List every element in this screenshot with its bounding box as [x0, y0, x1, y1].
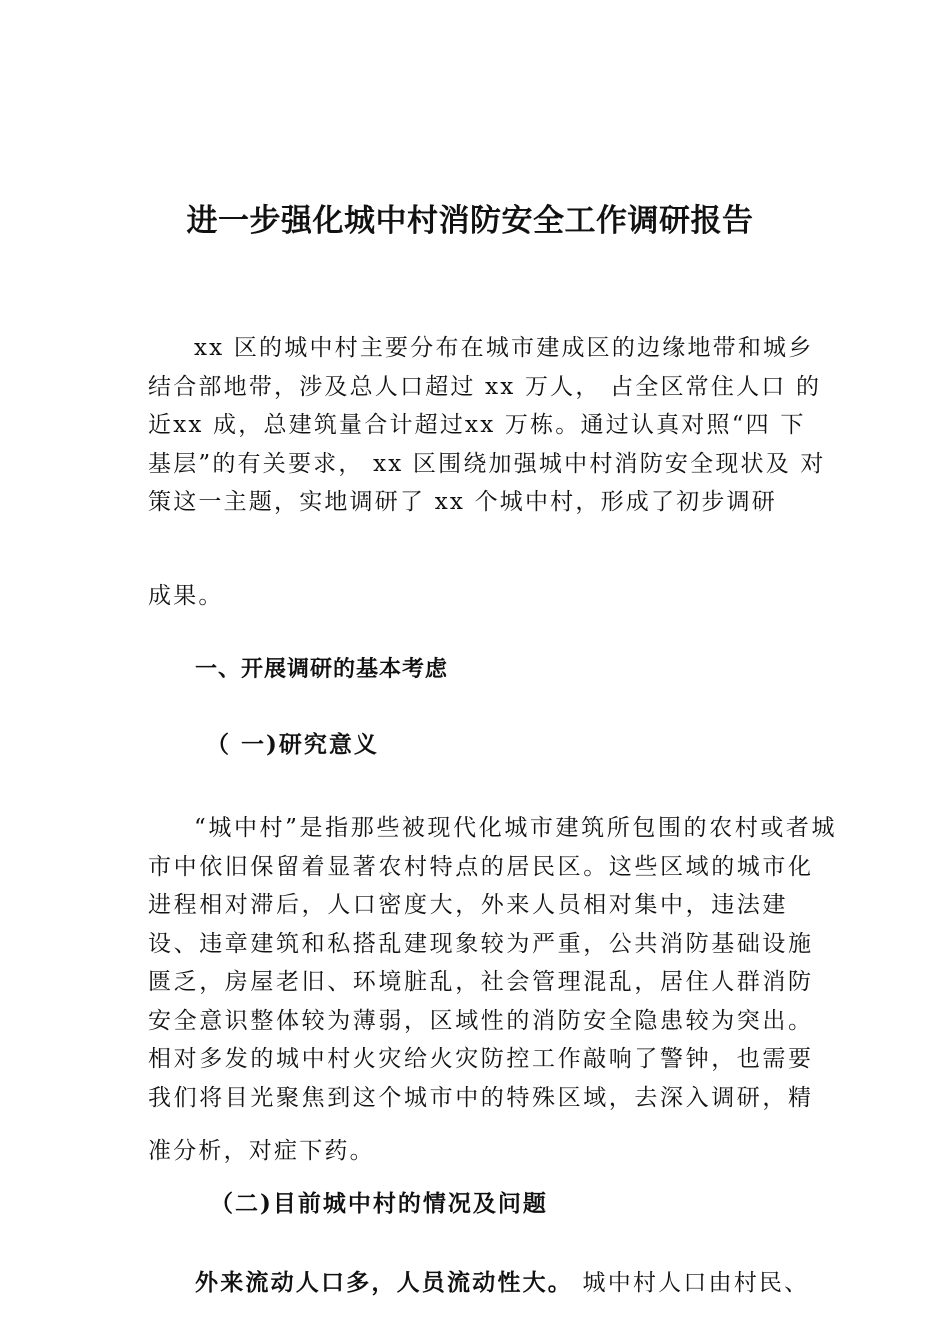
subsection-2-paragraph — [195, 1265, 809, 1301]
subsection-1-paragraph-tail: 准分析，对症下药。 — [148, 1138, 375, 1164]
subsection-heading-2: （二)目前城中村的情况及问题 — [210, 1190, 548, 1217]
subsection-1-paragraph: “城中村”是指那些被现代化城市建筑所包围的农村或者城市中依旧保留着显著农村特点的居民区。这些区域的城市化进程相对滞后，人口密度大，外来人员相对集中，违法建设、违章建筑和私搭乱建现象较为严重，公共消防基础设施匮乏，房屋老旧、环境脏乱，社会管理混乱，居住人群消防安全意识整体较为薄弱，区域性的消防安全隐患较为突出。相对多发的城中村火灾给火灾防控工作敲响了警钟，也需要我们将目光聚焦到这个城市中的特殊区域，去深入调研，精 — [148, 815, 838, 1111]
intro-paragraph-tail: 成果。 — [148, 583, 224, 609]
section-heading-1: 一、开展调研的基本考虑 — [195, 657, 449, 682]
subsection-heading-1: （ 一)研究意义 — [206, 731, 379, 758]
document-title: 进一步强化城中村消防安全工作调研报告 — [186, 203, 754, 239]
subsection-2-lead-bold: 外来流动人口多，人员流动性大。 — [195, 1269, 573, 1296]
subsection-2-lead-text: 城中村人口由村民、 — [573, 1270, 810, 1296]
intro-paragraph: xx 区的城中村主要分布在城市建成区的边缘地带和城乡结合部地带，涉及总人口超过 xx 万人， 占全区常住人口 的近xx 成，总建筑量合计超过xx 万栋。通过认真对照“四 下基层”的有关要求， xx 区围绕加强城中村消防安全现状及 对策这一主题，实地调研了 xx 个城中村，形成了初步调研 — [148, 335, 826, 515]
